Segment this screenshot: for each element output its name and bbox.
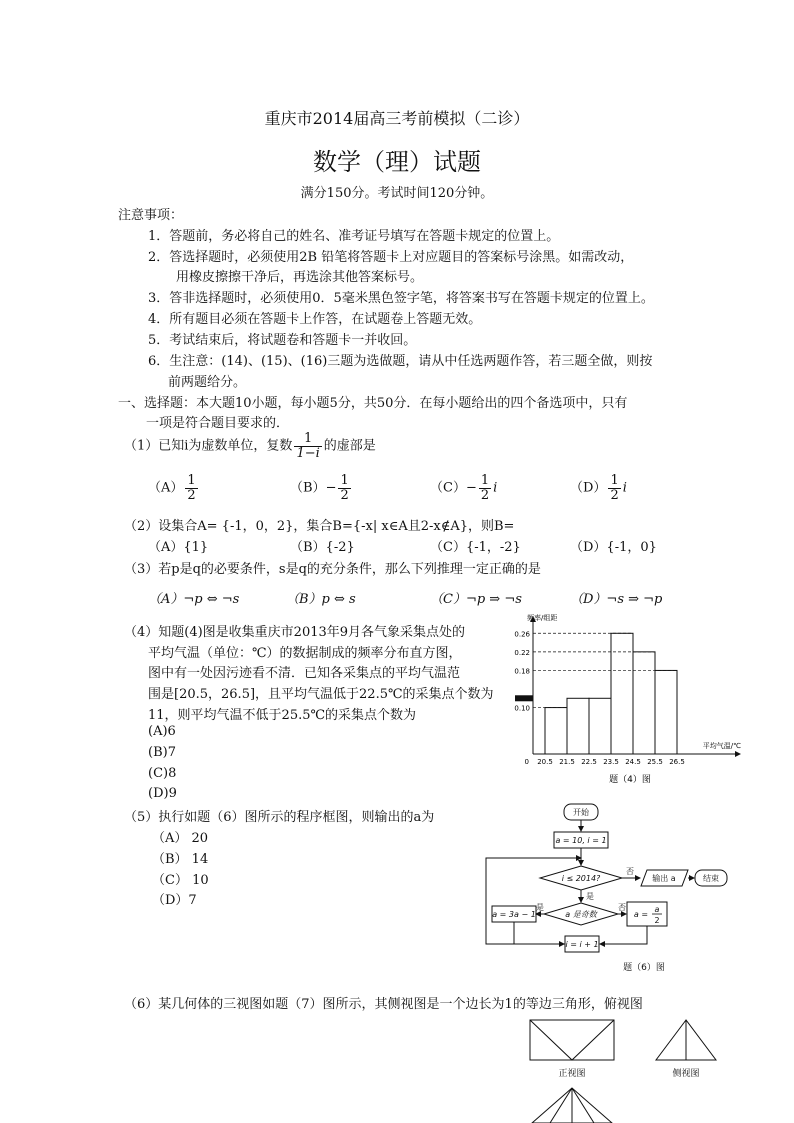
q1-option-b <box>290 474 353 502</box>
question-4-line: 图中有一处因污迹看不清．已知各采集点的平均气温范 <box>148 666 461 681</box>
flow-cond2-text: a 是奇数 <box>565 910 597 919</box>
q5-option-d: （D）7 <box>152 893 197 908</box>
frac-num: 1 <box>340 473 349 488</box>
histogram-x-tick: 22.5 <box>581 758 597 766</box>
q1-option-a <box>148 474 200 502</box>
frac-num: 1 <box>610 473 619 488</box>
flow-yes1-text: 是 <box>586 892 594 901</box>
front-view-shape <box>530 1020 614 1060</box>
histogram-x-tick: 26.5 <box>669 758 685 766</box>
q1-option-c <box>430 474 497 502</box>
section-heading-cont: 一项是符合题目要求的． <box>146 416 290 431</box>
question-2-stem: （2）设集合A= {-1，0，2}，集合B={-x| x∈A且2-x∉A}，则B= <box>124 519 515 534</box>
three-view-figure <box>520 1014 730 1123</box>
histogram-caption: 题（4）图 <box>609 775 651 785</box>
histogram-bar <box>611 633 633 754</box>
flow-cond1-text: i ≤ 2014? <box>561 874 601 883</box>
frac-num: 1 <box>187 473 196 488</box>
note-item: 用橡皮擦擦干净后，再选涂其他答案标号。 <box>176 270 424 285</box>
option-fraction <box>608 474 620 502</box>
histogram-bar <box>633 652 655 754</box>
flow-output-text: 输出 a <box>652 874 676 883</box>
option-suffix: i <box>493 480 498 496</box>
q1-stem-pre: （1）已知i为虚数单位，复数 <box>124 438 293 454</box>
q4-option-a: (A)6 <box>148 724 176 739</box>
frac-den: 2 <box>480 487 490 503</box>
histogram-x-tick: 20.5 <box>537 758 553 766</box>
histogram-x-tick: 25.5 <box>647 758 663 766</box>
histogram-bar <box>567 698 589 754</box>
question-1-stem <box>124 432 376 460</box>
question-5-stem: （5）执行如题（6）图所示的程序框图，则输出的a为 <box>124 810 435 825</box>
question-4-line: 平均气温（单位：℃）的数据制成的频率分布直方图， <box>148 646 462 661</box>
histogram-y-tick: 0.22 <box>514 648 530 657</box>
histogram-y-tick: 0.26 <box>514 630 530 639</box>
option-fraction <box>185 474 197 502</box>
histogram-bar <box>589 698 611 754</box>
histogram-x-tick: 21.5 <box>559 758 575 766</box>
histogram-bar <box>655 670 677 754</box>
histogram-x-label: 平均气温/℃ <box>702 742 741 750</box>
q3-option-d: （D）¬s ⇒ ¬p <box>570 592 663 607</box>
note-item: 6．生注意：(14)、(15)、(16)三题为选做题，请从中任选两题作答，若三题全做，则按 <box>148 354 653 369</box>
q5-option-b: （B） 14 <box>152 852 209 867</box>
frac-num: 1 <box>480 473 490 488</box>
flow-caption: 题（6）图 <box>623 963 665 973</box>
q3-option-c: （C）¬p ⇒ ¬s <box>430 592 522 607</box>
q1-stem-post: 的虚部是 <box>323 438 376 454</box>
q5-option-a: （A） 20 <box>152 831 209 846</box>
note-item: 1．答题前，务必将自己的姓名、准考证号填写在答题卡规定的位置上。 <box>148 229 560 244</box>
q3-option-a: （A）¬p ⇔ ¬s <box>148 592 240 607</box>
histogram-x-tick: 24.5 <box>625 758 641 766</box>
frac-den: 2 <box>610 487 619 503</box>
q1-frac-num: 1 <box>294 432 321 447</box>
option-label: （C） <box>430 480 466 496</box>
question-4-line: 11，则平均气温不低于25.5℃的采集点个数为 <box>148 708 417 723</box>
flow-even-num-text: a <box>654 905 660 914</box>
note-item: 4．所有题目必须在答题卡上作答，在试题卷上答题无效。 <box>148 312 482 327</box>
option-sign: − <box>325 480 337 496</box>
histogram-y-tick: 0.10 <box>514 704 530 713</box>
q2-option-c: （C）{-1，-2} <box>430 540 521 555</box>
flow-no1-text: 否 <box>626 867 634 876</box>
q2-option-b: （B）{-2} <box>290 540 355 555</box>
q3-option-b: （B）p ⇔ s <box>286 592 356 607</box>
option-suffix: i <box>622 480 627 496</box>
notes-heading: 注意事项： <box>118 208 184 223</box>
note-item: 前两题给分。 <box>168 375 247 390</box>
histogram-smudge <box>515 695 533 701</box>
option-label: （B） <box>290 480 326 496</box>
flow-increment-text: i = i + 1 <box>565 940 599 949</box>
q1-frac-den: 1−i <box>296 445 320 461</box>
exam-subtitle: 重庆市2014届高三考前模拟（二诊） <box>264 109 530 128</box>
question-6-stem: （6）某几何体的三视图如题（7）图所示，其侧视图是一个边长为1的等边三角形，俯视图 <box>124 997 643 1012</box>
option-fraction <box>338 474 350 502</box>
flow-init-text: a = 10, i = 1 <box>555 836 607 845</box>
flow-odd-text: a = 3a − 1 <box>492 910 536 919</box>
front-view-label: 正视图 <box>558 1069 586 1079</box>
q5-option-c: （C） 10 <box>152 873 209 888</box>
question-3-stem: （3）若p是q的必要条件，s是q的充分条件，那么下列推理一定正确的是 <box>124 562 541 577</box>
side-view-label: 侧视图 <box>672 1069 700 1079</box>
flow-even-den-text: 2 <box>654 916 660 925</box>
flowchart-diagram <box>484 798 746 978</box>
histogram-x-arrow <box>735 751 741 757</box>
option-fraction <box>479 474 491 502</box>
flow-even-lhs-text: a = <box>633 910 649 919</box>
note-item: 2．答选择题时，必须使用2B 铅笔将答题卡上对应题目的答案标号涂黑。如需改动， <box>148 250 634 265</box>
question-4-line: （4）知题(4)图是收集重庆市2013年9月各气象采集点处的 <box>124 625 466 640</box>
flow-start-text: 开始 <box>573 808 589 817</box>
note-item: 3．答非选择题时，必须使用0．5毫米黑色签字笔，将答案书写在答题卡规定的位置上。 <box>148 291 654 306</box>
option-label: （A） <box>148 480 184 496</box>
frac-den: 2 <box>340 487 349 503</box>
exam-info: 满分150分。考试时间120分钟。 <box>300 186 494 201</box>
histogram-x-tick: 23.5 <box>603 758 619 766</box>
option-label: （D） <box>570 480 607 496</box>
flow-end-text: 结束 <box>703 874 719 883</box>
histogram-y-label: 频率/组距 <box>527 614 558 622</box>
front-view-lines <box>530 1020 614 1060</box>
histogram-bar <box>545 708 567 754</box>
flow-no2-text: 否 <box>618 903 626 912</box>
flow-yes2-text: 是 <box>536 903 544 912</box>
q2-option-d: （D）{-1，0} <box>570 540 657 555</box>
section-heading: 一、选择题：本大题10小题，每小题5分，共50分．在每小题给出的四个备选项中，只有 <box>118 396 628 411</box>
q4-option-c: (C)8 <box>148 766 177 781</box>
histogram-y-tick: 0.18 <box>514 667 530 676</box>
option-sign: − <box>465 480 477 496</box>
q1-fraction <box>294 432 321 460</box>
exam-title: 数学（理）试题 <box>313 148 481 176</box>
q4-option-b: (B)7 <box>148 745 176 760</box>
note-item: 5．考试结束后，将试题卷和答题卡一并收回。 <box>148 333 417 348</box>
histogram-origin-label: 0 <box>524 758 529 766</box>
q2-option-a: （A）{1} <box>148 540 209 555</box>
q4-option-d: (D)9 <box>148 786 177 801</box>
question-4-line: 围是[20.5，26.5]，且平均气温低于22.5℃的采集点个数为 <box>148 687 494 702</box>
histogram-chart <box>505 612 745 812</box>
q1-option-d <box>570 474 627 502</box>
frac-den: 2 <box>187 487 196 503</box>
